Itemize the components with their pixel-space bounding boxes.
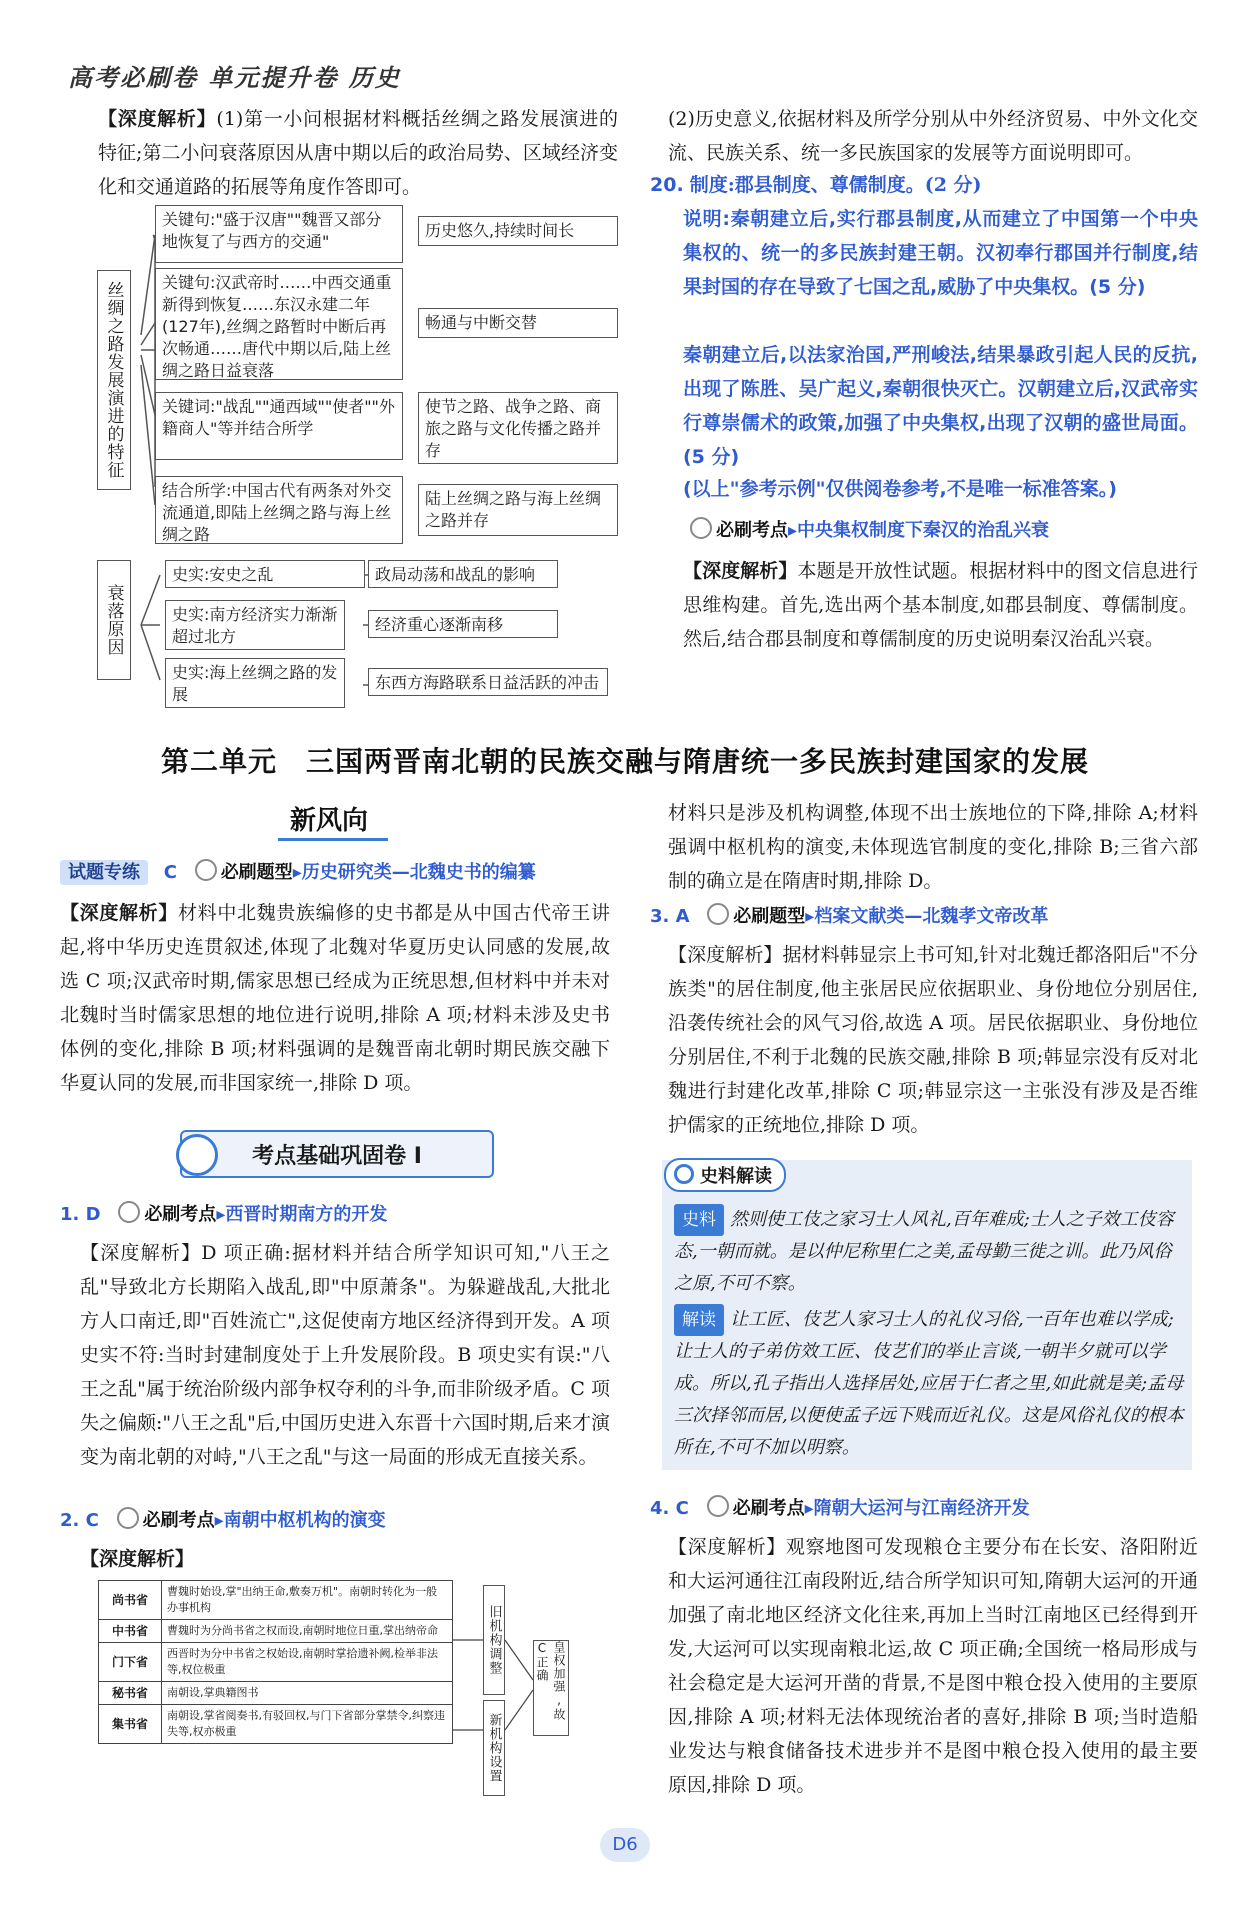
- target-icon: [674, 1164, 694, 1184]
- q4-kaodian-label: 必刷考点: [732, 1498, 805, 1519]
- running-header: 高考必刷卷 单元提升卷 历史: [68, 63, 401, 92]
- diagram-row4-left: 结合所学:中国古代有两条对外交流通道,即陆上丝绸之路与海上丝绸之路: [155, 476, 403, 544]
- table-row: [99, 1705, 453, 1744]
- target-icon: [117, 1507, 139, 1529]
- q2-continued: 材料只是涉及机构调整,体现不出士族地位的下降,排除 A;材料强调中枢机构的演变,未体现选官制度的变化,排除 B;三省六部制的确立是在隋唐时期,排除 D。: [668, 802, 1198, 892]
- q3-tixing-link[interactable]: ▸档案文献类—北魏孝文帝改革: [805, 906, 1049, 927]
- q3-number: 3. A: [650, 906, 690, 927]
- q20-explanation-2: 秦朝建立后,以法家治国,严刑峻法,结果暴政引起人民的反抗,出现了陈胜、吴广起义,秦朝很快灭亡。汉朝建立后,汉武帝实行尊崇儒术的政策,加强了中央集权,出现了汉朝的盛世局面。(5 分): [683, 344, 1198, 468]
- q1-number: 1. D: [60, 1204, 101, 1225]
- q4-kaodian-link[interactable]: ▸隋朝大运河与江南经济开发: [804, 1498, 1030, 1519]
- interpretation-text: 让工匠、伎艺人家习士人的礼仪习俗,一百年也难以学成;让士人的子弟仿效工匠、伎艺们的举止言谈,一朝半夕就可以学成。所以,孔子指出人选择居处,应居于仁者之里,如此就是美;孟母三次择邻而居,以便使孟子远下贱而近礼仪。这是风俗礼仪的根本所在,不可不加以明察。: [674, 1309, 1184, 1458]
- table-side-old: 旧机构调整: [483, 1585, 505, 1695]
- q3-row: [650, 902, 1048, 928]
- q3-tixing-label: 必刷题型: [733, 906, 806, 927]
- organ-desc: 西晋时为分中书省之权始设,南朝时掌拾遗补阙,检举非法等,权位极重: [162, 1643, 453, 1682]
- kaodian-label: 必刷考点: [716, 520, 788, 541]
- tixing-label: 必刷题型: [220, 862, 293, 883]
- new-wind-title: 新风向: [290, 806, 369, 836]
- q4-row: [650, 1494, 1030, 1520]
- q2-number: 2. C: [60, 1510, 99, 1531]
- q1-analysis: 【深度解析】D 项正确:据材料并结合所学知识可知,"八王之乱"导致北方长期陷入战乱,即"中原萧条"。为躲避战乱,大批北方人口南迁,即"百姓流亡",这促使南方地区经济得到开发。A 项史实不符:当时封建制度处于上升发展阶段。B 项史实有误:"八王之乱"属于统治阶级内部争权夺利的斗争,而非阶级矛盾。C 项失之偏颇:"八王之乱"后,中国历史进入东晋十六国时期,后来才演变为南北朝的对峙,"八王之乱"与这一局面的形成无直接关系。: [80, 1242, 610, 1468]
- page-footer: [0, 1828, 1250, 1862]
- organ-name: 秘书省: [99, 1682, 162, 1705]
- diagram-decline2-left: 史实:南方经济实力渐渐超过北方: [165, 600, 345, 650]
- diagram-row4-right: 陆上丝绸之路与海上丝绸之路并存: [418, 484, 618, 536]
- deep-text: 本题是开放性试题。根据材料中的图文信息进行思维构建。首先,选出两个基本制度,如郡县制度、尊儒制度。然后,结合郡县制度和尊儒制度的历史说明秦汉治乱兴衰。: [683, 560, 1198, 650]
- q1-row: [60, 1200, 387, 1226]
- section-header: [180, 1130, 494, 1178]
- q20-deep-analysis: [683, 554, 1198, 656]
- q3-analysis: 【深度解析】据材料韩显宗上书可知,针对北魏迁都洛阳后"不分族类"的居住制度,他主张居民应依据职业、身份地位分别居住,沿袭传统社会的风气习俗,故选 A 项。居民依据职业、身份地位分别居住,不利于北魏的民族交融,排除 B 项;韩显宗没有反对北魏进行封建化改革,排除 C 项;韩显宗这一主张没有涉及是否维护儒家的正统地位,排除 D 项。: [668, 944, 1198, 1136]
- deep-label: 【深度解析】: [60, 902, 178, 924]
- diagram-row1-left: 关键句:"盛于汉唐""魏晋又部分地恢复了与西方的交通": [155, 205, 403, 263]
- q4-analysis: 【深度解析】观察地图可发现粮仓主要分布在长安、洛阳附近和大运河通往江南段附近,结合所学知识可知,隋朝大运河的开通加强了南北地区经济文化往来,再加上当时江南地区已经得到开发,大运河可以实现南粮北运,故 C 项正确;全国统一格局形成与社会稳定是大运河开凿的背景,不是图中粮仓投入使用的主要原因,排除 A 项;材料无法体现统治者的喜好,排除 B 项;当时造船业发达与粮食储备技术进步并不是图中粮仓投入使用的最主要原因,排除 D 项。: [668, 1536, 1198, 1796]
- unit-title: 第二单元 三国两晋南北朝的民族交融与隋唐统一多民族封建国家的发展: [160, 745, 1089, 778]
- q4-number: 4. C: [650, 1498, 689, 1519]
- deep-label: 【深度解析】: [98, 108, 217, 130]
- diagram-decline3-right: 东西方海路联系日益活跃的冲击: [368, 668, 608, 696]
- tixing-link[interactable]: ▸历史研究类—北魏史书的编纂: [292, 862, 536, 883]
- organ-name: 尚书省: [99, 1581, 162, 1620]
- new-wind-underline: [278, 838, 388, 841]
- shiliao-source: [674, 1204, 1186, 1300]
- trial-analysis: [60, 896, 610, 1100]
- page-number: D6: [600, 1828, 650, 1862]
- table-row: [99, 1682, 453, 1705]
- q2-kaodian-link[interactable]: ▸南朝中枢机构的演变: [214, 1510, 386, 1531]
- interpretation-tag: 解读: [674, 1304, 724, 1336]
- organ-name: 中书省: [99, 1620, 162, 1643]
- kaodian-link[interactable]: ▸中央集权制度下秦汉的治乱兴衰: [788, 520, 1050, 541]
- target-icon: [118, 1201, 140, 1223]
- trial-row: [60, 858, 536, 884]
- diagram-row2-right: 畅通与中断交替: [418, 308, 618, 338]
- q20-kaodian: [690, 516, 1049, 542]
- diagram-row2-left: 关键句:汉武帝时……中西交通重新得到恢复……东汉永建二年(127年),丝绸之路暂时中断后再次畅通……唐代中期以后,陆上丝绸之路日益衰落: [155, 268, 403, 380]
- diagram-root-decline: 衰落原因: [97, 560, 131, 680]
- q20-note: (以上"参考示例"仅供阅卷参考,不是唯一标准答案。): [683, 478, 1117, 500]
- organ-desc: 南朝设,掌典籍图书: [162, 1682, 453, 1705]
- trial-analysis-text: 材料中北魏贵族编修的史书都是从中国古代帝王讲起,将中华历史连贯叙述,体现了北魏对华夏历史认同感的发展,故选 C 项;汉武帝时期,儒家思想已经成为正统思想,但材料中并未对北魏时当时儒家思想的地位进行说明,排除 A 项;材料未涉及史书体例的变化,排除 B 项;材料强调的是魏晋南北朝时期民族交融下华夏认同的发展,而非国家统一,排除 D 项。: [60, 902, 610, 1094]
- q20-number: 20.: [650, 174, 684, 196]
- table-side-new: 新机构设置: [483, 1700, 505, 1796]
- organ-desc: 曹魏时始设,掌"出纳王命,敷奏万机"。南朝时转化为一般办事机构: [162, 1581, 453, 1620]
- organ-name: 集书省: [99, 1705, 162, 1744]
- table-row: [99, 1581, 453, 1620]
- top-left-analysis: [98, 102, 618, 204]
- q1-kaodian-label: 必刷考点: [144, 1204, 217, 1225]
- source-text: 然则使工伎之家习士人风礼,百年难成;士人之子效工伎容态,一朝而就。是以仲尼称里仁之美,孟母勤三徙之训。此乃风俗之原,不可不察。: [674, 1209, 1174, 1294]
- deep-label: 【深度解析】: [683, 560, 798, 582]
- diagram-decline1-left: 史实:安史之乱: [165, 560, 365, 588]
- organ-name: 门下省: [99, 1643, 162, 1682]
- target-icon: [195, 859, 217, 881]
- diagram-row3-left: 关键词:"战乱""通西域""使者""外籍商人"等并结合所学: [155, 392, 403, 460]
- q2-deep-label: 【深度解析】: [80, 1548, 195, 1570]
- diagram-row3-right: 使节之路、战争之路、商旅之路与文化传播之路并存: [418, 392, 618, 464]
- diagram-decline2-right: 经济重心逐渐南移: [368, 610, 558, 638]
- q2-row: [60, 1506, 386, 1532]
- table-row: [99, 1620, 453, 1643]
- diagram-decline3-left: 史实:海上丝绸之路的发展: [165, 658, 345, 708]
- central-organs-table: [98, 1580, 453, 1744]
- trial-answer: C: [163, 862, 177, 883]
- q20-system: 制度:郡县制度、尊儒制度。(2 分): [689, 174, 982, 196]
- organ-desc: 南朝设,掌省阅奏书,有驳回权,与门下省部分掌禁令,纠察违失等,权亦极重: [162, 1705, 453, 1744]
- target-icon: [707, 1495, 729, 1517]
- clock-icon: [176, 1134, 218, 1176]
- target-icon: [690, 517, 712, 539]
- target-icon: [707, 903, 729, 925]
- shiliao-header: [664, 1158, 786, 1192]
- trial-tag: 试题专练: [60, 860, 148, 885]
- table-row: [99, 1643, 453, 1682]
- organ-desc: 曹魏时为分尚书省之权而设,南朝时地位日重,掌出纳帝命: [162, 1620, 453, 1643]
- table-result: 皇权加强,故C正确: [533, 1640, 569, 1736]
- analysis-text: (1)第一小问根据材料概括丝绸之路发展演进的特征;第二小问衰落原因从唐中期以后的政治局势、区域经济变化和交通道路的拓展等角度作答即可。: [98, 108, 618, 198]
- section-title: 考点基础巩固卷 I: [252, 1143, 422, 1169]
- q1-kaodian-link[interactable]: ▸西晋时期南方的开发: [216, 1204, 388, 1225]
- source-tag: 史料: [674, 1204, 724, 1236]
- top-right-meaning: (2)历史意义,依据材料及所学分别从中外经济贸易、中外文化交流、民族关系、统一多民族国家的发展等方面说明即可。: [668, 108, 1198, 164]
- diagram-root-features: 丝绸之路发展演进的特征: [97, 270, 131, 490]
- q2-kaodian-label: 必刷考点: [142, 1510, 215, 1531]
- diagram-row1-right: 历史悠久,持续时间长: [418, 216, 618, 246]
- q20-answer: [650, 168, 1198, 202]
- shiliao-interpretation: [674, 1304, 1186, 1464]
- q20-explanation: 说明:秦朝建立后,实行郡县制度,从而建立了中国第一个中央集权的、统一的多民族封建王朝。汉初奉行郡国并行制度,结果封国的存在导致了七国之乱,威胁了中央集权。(5 分): [683, 208, 1198, 298]
- shiliao-title: 史料解读: [700, 1166, 772, 1187]
- diagram-decline1-right: 政局动荡和战乱的影响: [368, 560, 558, 588]
